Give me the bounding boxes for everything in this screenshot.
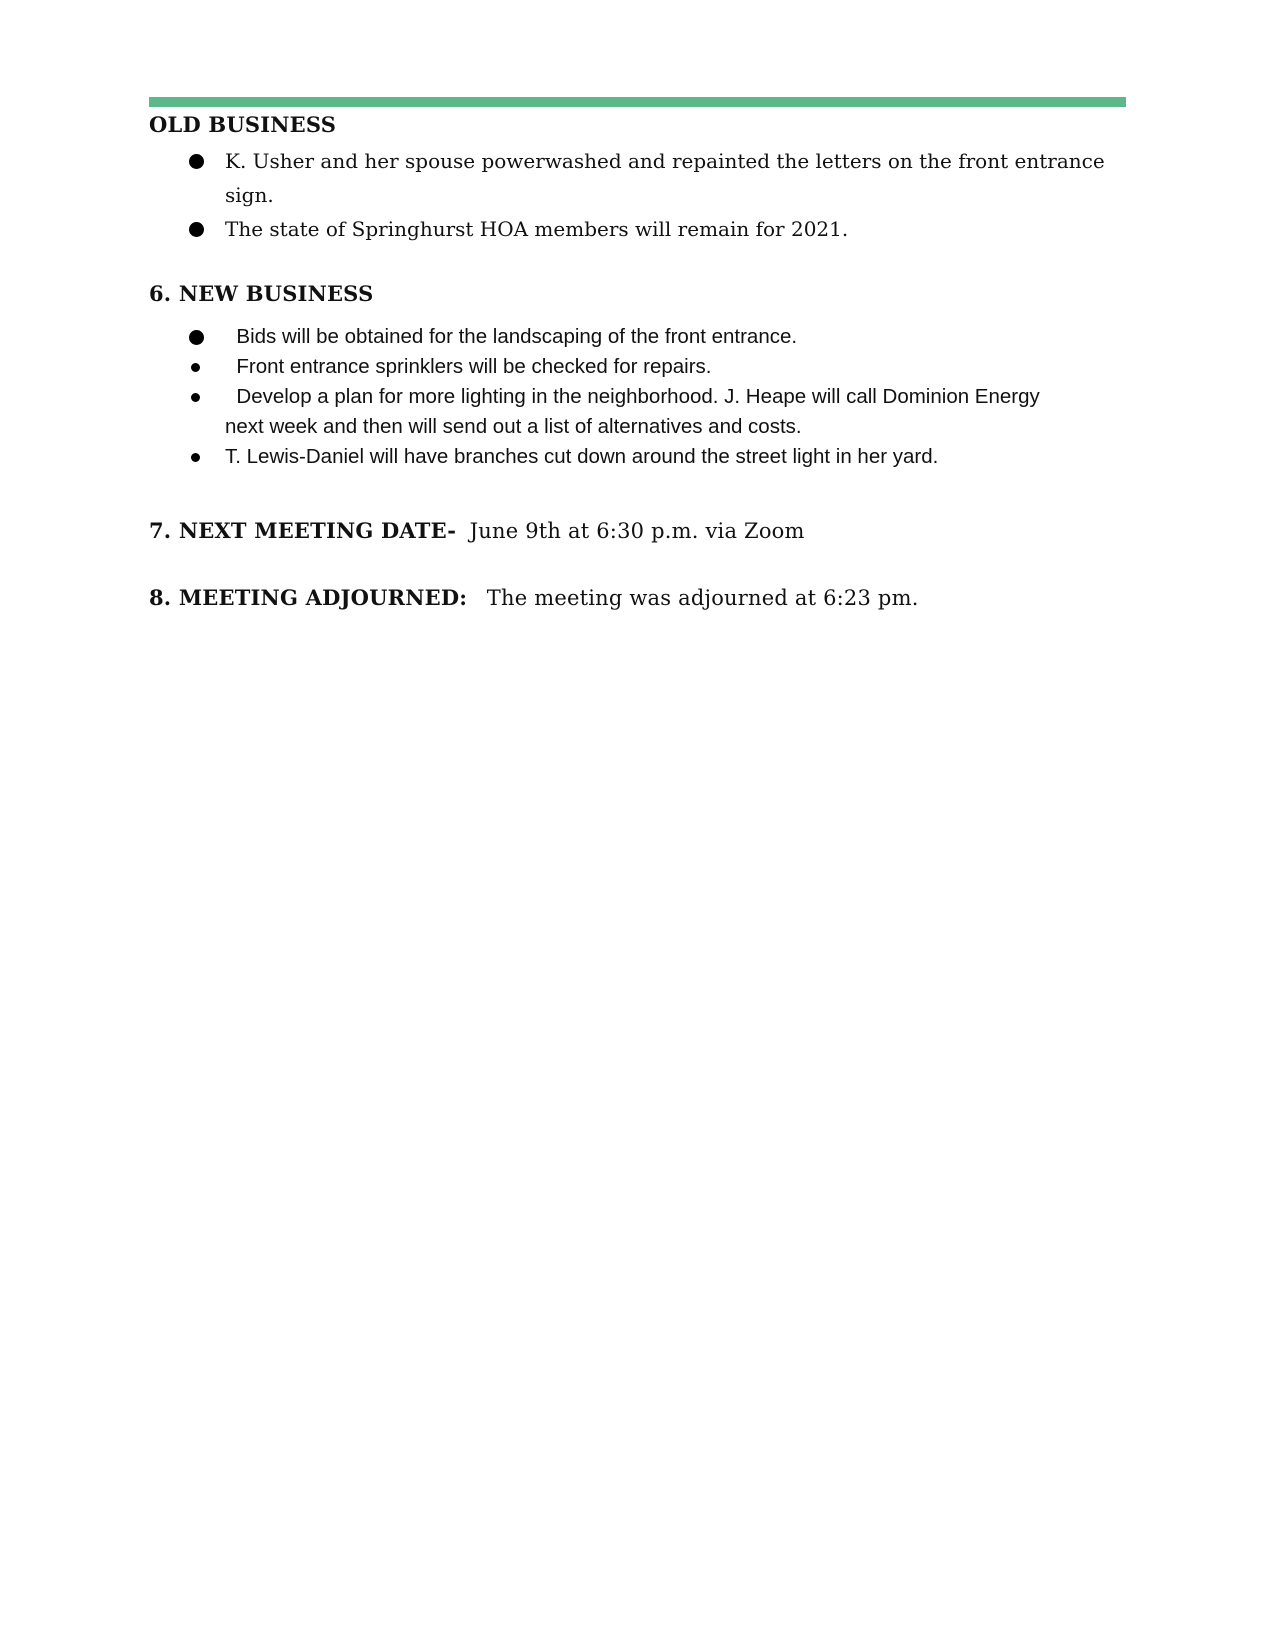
new-business-heading: 6. NEW BUSINESS bbox=[149, 281, 374, 306]
bullet-icon bbox=[191, 453, 200, 462]
bullet-icon bbox=[189, 330, 204, 345]
list-item-text-continued: sign. bbox=[225, 183, 274, 207]
list-item bbox=[149, 382, 1149, 442]
bullet-icon bbox=[189, 222, 204, 237]
list-item-text: Develop a plan for more lighting in the neighborhood. J. Heape will call Dominion Energy bbox=[225, 385, 1040, 408]
bullet-icon bbox=[191, 393, 200, 402]
adjourned-heading: 8. MEETING ADJOURNED: bbox=[149, 585, 468, 610]
list-item bbox=[149, 322, 1149, 352]
list-item bbox=[149, 442, 1149, 472]
accent-rule bbox=[149, 97, 1126, 107]
next-meeting-heading: 7. NEXT MEETING DATE- bbox=[149, 518, 457, 543]
list-item-text: The state of Springhurst HOA members will remain for 2021. bbox=[225, 217, 849, 241]
adjourned-line bbox=[149, 585, 919, 610]
adjourned-value: The meeting was adjourned at 6:23 pm. bbox=[486, 586, 919, 610]
list-item-text-continued: next week and then will send out a list of alternatives and costs. bbox=[225, 415, 802, 438]
old-business-heading: OLD BUSINESS bbox=[149, 112, 337, 137]
old-business-list bbox=[149, 144, 1149, 246]
list-item bbox=[149, 212, 1149, 246]
list-item-text: Bids will be obtained for the landscaping of the front entrance. bbox=[225, 325, 798, 348]
bullet-icon bbox=[191, 363, 200, 372]
list-item-text: Front entrance sprinklers will be checked for repairs. bbox=[225, 355, 712, 378]
list-item bbox=[149, 144, 1149, 212]
next-meeting-line bbox=[149, 518, 805, 543]
bullet-icon bbox=[189, 154, 204, 169]
list-item-text: K. Usher and her spouse powerwashed and repainted the letters on the front entrance bbox=[225, 149, 1105, 173]
new-business-list bbox=[149, 322, 1149, 472]
next-meeting-value: June 9th at 6:30 p.m. via Zoom bbox=[469, 519, 805, 543]
list-item-text: T. Lewis-Daniel will have branches cut down around the street light in her yard. bbox=[225, 445, 939, 468]
list-item bbox=[149, 352, 1149, 382]
